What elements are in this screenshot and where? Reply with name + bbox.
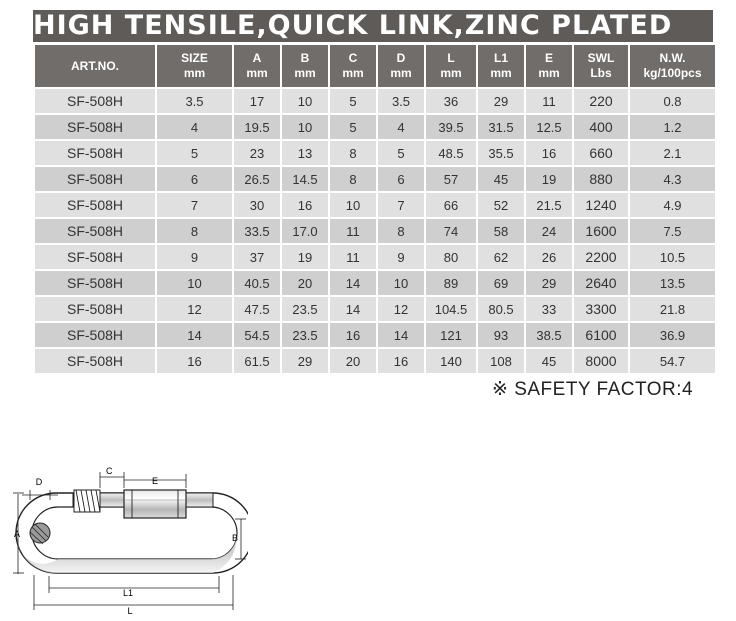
- table-cell: 10.5: [630, 243, 715, 269]
- table-cell: 14: [330, 295, 376, 321]
- table-row: [35, 217, 715, 243]
- table-cell: 23: [234, 139, 280, 165]
- table-cell: 14: [378, 321, 424, 347]
- column-header-unit: mm: [183, 66, 206, 80]
- table-cell: 400: [574, 113, 628, 139]
- table-cell: 29: [478, 87, 524, 113]
- spec-table: [33, 45, 717, 373]
- page-title: HIGH TENSILE,QUICK LINK,ZINC PLATED: [33, 10, 713, 42]
- table-row: [35, 191, 715, 217]
- column-header: [282, 45, 328, 87]
- table-cell: 57: [426, 165, 476, 191]
- column-header-top: L1: [493, 51, 508, 65]
- table-cell: 20: [282, 269, 328, 295]
- table-cell: 16: [330, 321, 376, 347]
- column-header-top: C: [348, 51, 358, 65]
- table-cell: 8: [330, 165, 376, 191]
- column-header: [574, 45, 628, 87]
- table-cell: 33.5: [234, 217, 280, 243]
- column-header-unit: mm: [490, 66, 512, 80]
- table-cell: 9: [378, 243, 424, 269]
- table-cell: 21.5: [526, 191, 572, 217]
- column-header-unit: mm: [294, 66, 316, 80]
- column-header: [630, 45, 715, 87]
- column-header: [330, 45, 376, 87]
- table-cell: 7: [378, 191, 424, 217]
- table-cell: 62: [478, 243, 524, 269]
- table-cell: 1600: [574, 217, 628, 243]
- table-cell: 6: [157, 165, 232, 191]
- table-cell: 35.5: [478, 139, 524, 165]
- table-cell: 8: [378, 217, 424, 243]
- table-cell: 10: [157, 269, 232, 295]
- table-cell: 19: [282, 243, 328, 269]
- dim-label-e: E: [151, 476, 159, 486]
- table-cell: SF-508H: [35, 139, 155, 165]
- table-cell: SF-508H: [35, 269, 155, 295]
- table-row: [35, 347, 715, 373]
- column-header-top: L: [447, 51, 455, 65]
- dim-label-c: C: [106, 466, 113, 476]
- table-cell: 16: [526, 139, 572, 165]
- table-cell: 1.2: [630, 113, 715, 139]
- table-row: [35, 243, 715, 269]
- table-cell: 3300: [574, 295, 628, 321]
- table-cell: 26.5: [234, 165, 280, 191]
- column-header: [35, 45, 155, 87]
- table-cell: 660: [574, 139, 628, 165]
- table-cell: 104.5: [426, 295, 476, 321]
- table-row: [35, 321, 715, 347]
- table-cell: SF-508H: [35, 321, 155, 347]
- table-cell: 14: [330, 269, 376, 295]
- table-cell: 54.7: [630, 347, 715, 373]
- column-header: [234, 45, 280, 87]
- table-cell: 11: [526, 87, 572, 113]
- column-header-top: A: [252, 51, 262, 65]
- column-header: [157, 45, 232, 87]
- table-cell: 10: [378, 269, 424, 295]
- table-cell: 14.5: [282, 165, 328, 191]
- table-cell: 19.5: [234, 113, 280, 139]
- dim-label-a: A: [14, 529, 21, 539]
- column-header-top: SWL: [587, 51, 615, 65]
- sleeve-nut: [124, 490, 186, 518]
- table-cell: 2200: [574, 243, 628, 269]
- table-cell: 220: [574, 87, 628, 113]
- table-cell: 38.5: [526, 321, 572, 347]
- dim-label-l1: L1: [122, 588, 134, 598]
- quick-link-diagram: [8, 460, 248, 615]
- table-cell: 4: [157, 113, 232, 139]
- table-cell: 3.5: [378, 87, 424, 113]
- column-header: [526, 45, 572, 87]
- table-cell: 29: [526, 269, 572, 295]
- table-cell: 30: [234, 191, 280, 217]
- table-cell: SF-508H: [35, 113, 155, 139]
- column-header-unit: Lbs: [590, 66, 612, 80]
- table-cell: 5: [378, 139, 424, 165]
- table-cell: 66: [426, 191, 476, 217]
- table-cell: SF-508H: [35, 191, 155, 217]
- column-header-top: SIZE: [181, 51, 208, 65]
- table-cell: 12.5: [526, 113, 572, 139]
- dim-label-b: B: [232, 533, 239, 543]
- table-cell: 0.8: [630, 87, 715, 113]
- table-cell: 7: [157, 191, 232, 217]
- table-cell: 5: [330, 113, 376, 139]
- table-cell: 58: [478, 217, 524, 243]
- table-cell: 48.5: [426, 139, 476, 165]
- table-cell: 8: [157, 217, 232, 243]
- table-cell: 11: [330, 243, 376, 269]
- table-cell: 16: [378, 347, 424, 373]
- table-cell: 4.3: [630, 165, 715, 191]
- table-cell: 3.5: [157, 87, 232, 113]
- table-cell: 140: [426, 347, 476, 373]
- table-cell: 54.5: [234, 321, 280, 347]
- table-row: [35, 165, 715, 191]
- table-cell: 26: [526, 243, 572, 269]
- table-row: [35, 139, 715, 165]
- column-header-top: D: [396, 51, 406, 65]
- table-cell: 17.0: [282, 217, 328, 243]
- table-cell: SF-508H: [35, 243, 155, 269]
- table-cell: SF-508H: [35, 165, 155, 191]
- table-cell: 4.9: [630, 191, 715, 217]
- column-header: [426, 45, 476, 87]
- safety-factor-note: ※ SAFETY FACTOR:4: [492, 379, 694, 400]
- table-cell: 108: [478, 347, 524, 373]
- table-cell: 93: [478, 321, 524, 347]
- table-cell: 6: [378, 165, 424, 191]
- table-cell: SF-508H: [35, 217, 155, 243]
- table-cell: 6100: [574, 321, 628, 347]
- table-cell: 69: [478, 269, 524, 295]
- table-cell: 52: [478, 191, 524, 217]
- column-header: [478, 45, 524, 87]
- table-cell: 880: [574, 165, 628, 191]
- table-cell: 19: [526, 165, 572, 191]
- column-header-unit: mm: [342, 66, 364, 80]
- table-cell: 8000: [574, 347, 628, 373]
- table-cell: 45: [526, 347, 572, 373]
- table-cell: 13.5: [630, 269, 715, 295]
- table-cell: SF-508H: [35, 295, 155, 321]
- table-cell: 5: [330, 87, 376, 113]
- table-cell: 37: [234, 243, 280, 269]
- table-cell: 23.5: [282, 295, 328, 321]
- column-header: [378, 45, 424, 87]
- table-cell: 17: [234, 87, 280, 113]
- table-body: [35, 87, 715, 373]
- table-cell: SF-508H: [35, 347, 155, 373]
- table-cell: 1240: [574, 191, 628, 217]
- table-cell: 39.5: [426, 113, 476, 139]
- table-cell: 24: [526, 217, 572, 243]
- table-cell: 16: [282, 191, 328, 217]
- table-cell: 29: [282, 347, 328, 373]
- table-cell: 74: [426, 217, 476, 243]
- table-cell: 45: [478, 165, 524, 191]
- table-row: [35, 269, 715, 295]
- table-cell: 2.1: [630, 139, 715, 165]
- table-cell: 40.5: [234, 269, 280, 295]
- table-cell: 36: [426, 87, 476, 113]
- table-cell: 23.5: [282, 321, 328, 347]
- column-header-unit: mm: [538, 66, 560, 80]
- table-cell: 33: [526, 295, 572, 321]
- table-cell: 61.5: [234, 347, 280, 373]
- table-cell: 13: [282, 139, 328, 165]
- dim-label-l: L: [127, 606, 133, 615]
- link-lower-bar: [17, 533, 237, 573]
- table-cell: 121: [426, 321, 476, 347]
- column-header-unit: kg/100pcs: [643, 66, 702, 80]
- table-row: [35, 87, 715, 113]
- table-cell: SF-508H: [35, 87, 155, 113]
- table-cell: 21.8: [630, 295, 715, 321]
- table-cell: 2640: [574, 269, 628, 295]
- table-cell: 12: [157, 295, 232, 321]
- column-header-unit: mm: [246, 66, 268, 80]
- table-cell: 80: [426, 243, 476, 269]
- column-header-top: ART.NO.: [71, 58, 119, 73]
- table-cell: 4: [378, 113, 424, 139]
- table-cell: 31.5: [478, 113, 524, 139]
- table-header-row: [35, 45, 715, 87]
- table-cell: 10: [330, 191, 376, 217]
- table-cell: 36.9: [630, 321, 715, 347]
- table-cell: 7.5: [630, 217, 715, 243]
- table-cell: 5: [157, 139, 232, 165]
- table-cell: 20: [330, 347, 376, 373]
- column-header-top: N.W.: [659, 51, 686, 65]
- table-cell: 10: [282, 113, 328, 139]
- table-cell: 16: [157, 347, 232, 373]
- dim-label-d: D: [35, 477, 43, 487]
- table-row: [35, 113, 715, 139]
- table-cell: 8: [330, 139, 376, 165]
- table-cell: 10: [282, 87, 328, 113]
- column-header-unit: mm: [390, 66, 412, 80]
- column-header-unit: mm: [440, 66, 462, 80]
- table-cell: 12: [378, 295, 424, 321]
- table-cell: 14: [157, 321, 232, 347]
- table-cell: 9: [157, 243, 232, 269]
- table-cell: 89: [426, 269, 476, 295]
- column-header-top: B: [300, 51, 310, 65]
- table-cell: 47.5: [234, 295, 280, 321]
- table-cell: 11: [330, 217, 376, 243]
- thread-section: [74, 490, 100, 512]
- table-cell: 80.5: [478, 295, 524, 321]
- table-row: [35, 295, 715, 321]
- column-header-top: E: [544, 51, 553, 65]
